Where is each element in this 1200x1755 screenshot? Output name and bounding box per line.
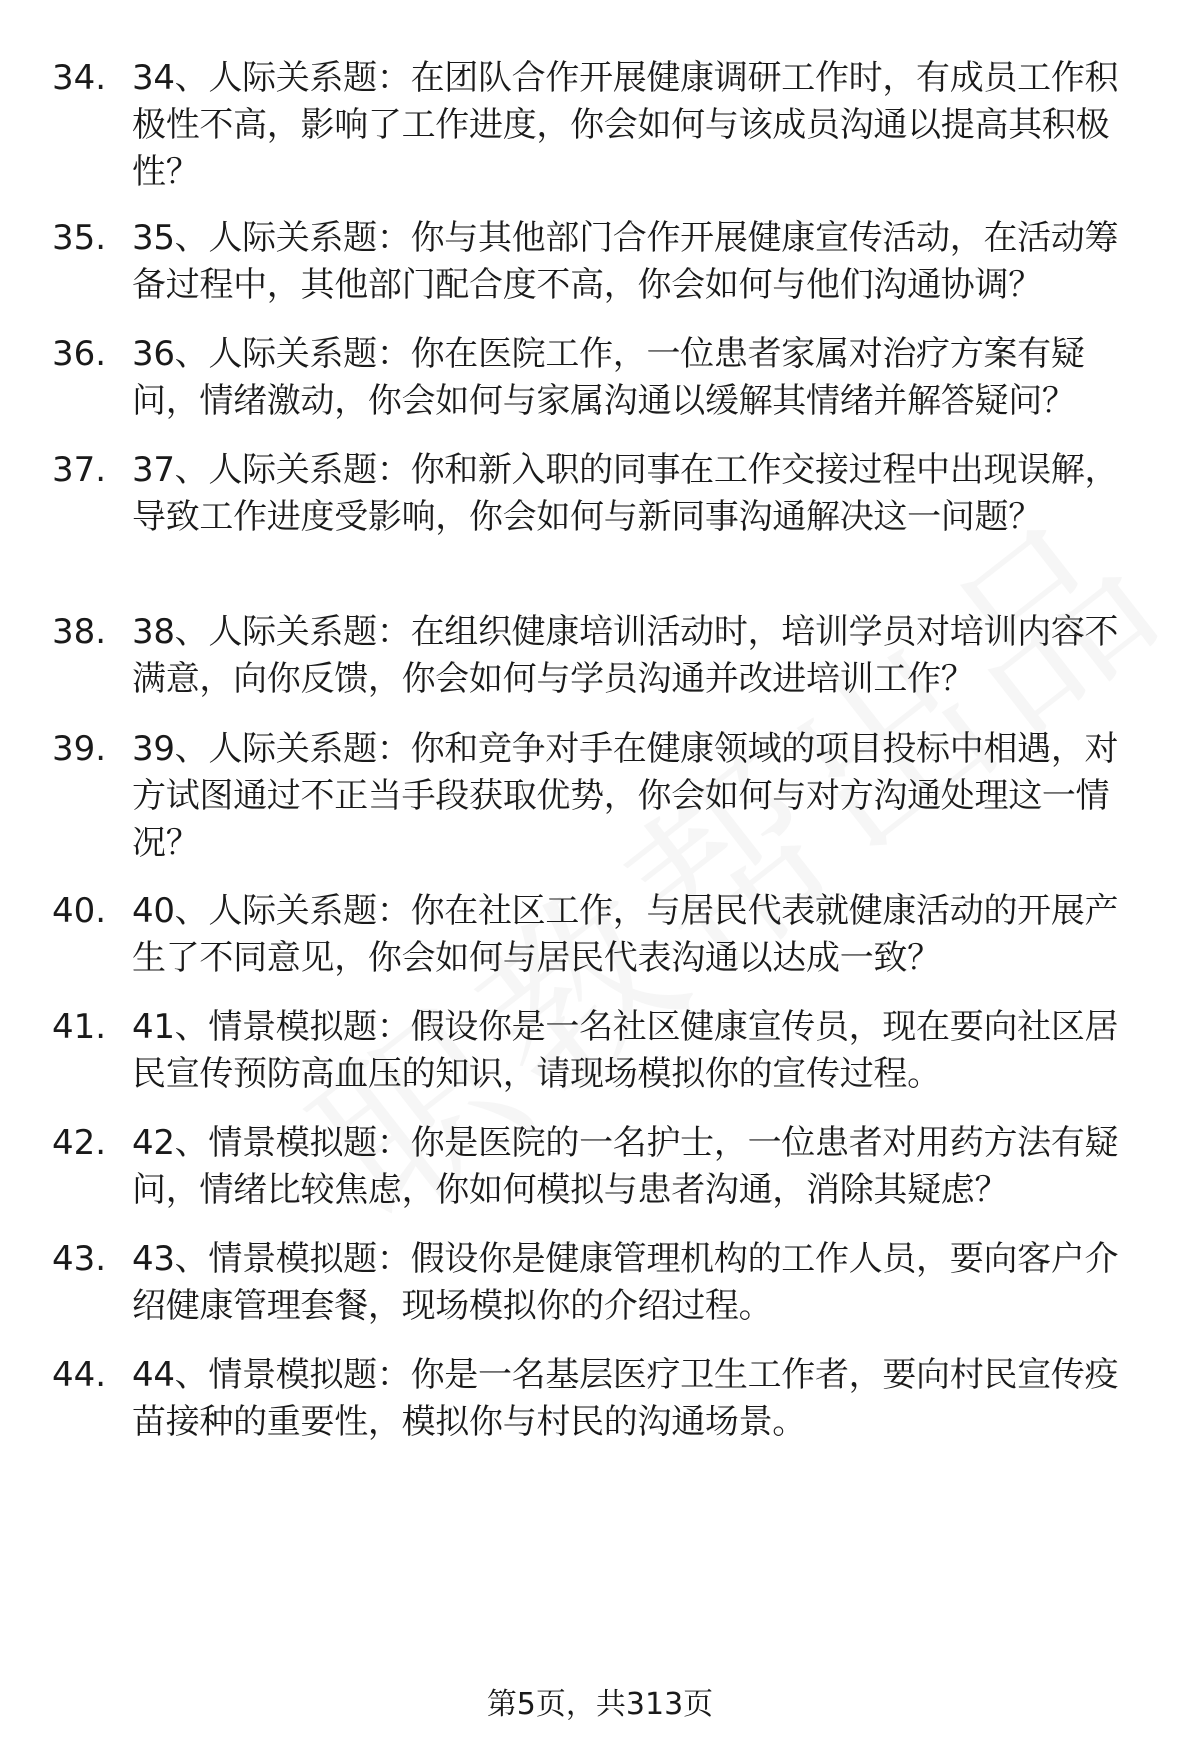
item-number: 34. <box>52 58 107 98</box>
item-number: 44. <box>52 1355 107 1395</box>
item-number: 41. <box>52 1007 107 1047</box>
item-text: 36、人际关系题：你在医院工作，一位患者家属对治疗方案有疑问，情绪激动，你会如何与家属沟通以缓解其情绪并解答疑问？ <box>132 334 1085 421</box>
item-text: 40、人际关系题：你在社区工作，与居民代表就健康活动的开展产生了不同意见，你会如何与居民代表沟通以达成一致？ <box>132 891 1119 978</box>
item-number: 43. <box>52 1239 107 1279</box>
item-text: 42、情景模拟题：你是医院的一名护士，一位患者对用药方法有疑问，情绪比较焦虑，你如何模拟与患者沟通，消除其疑虑？ <box>132 1123 1119 1210</box>
item-text: 34、人际关系题：在团队合作开展健康调研工作时，有成员工作积极性不高，影响了工作进度，你会如何与该成员沟通以提高其积极性？ <box>132 58 1119 192</box>
item-text: 39、人际关系题：你和竞争对手在健康领域的项目投标中相遇，对方试图通过不正当手段获取优势，你会如何与对方沟通处理这一情况？ <box>132 729 1119 863</box>
page-footer: 第5页，共313页 <box>486 1687 714 1722</box>
item-text: 43、情景模拟题：假设你是健康管理机构的工作人员，要向客户介绍健康管理套餐，现场模拟你的介绍过程。 <box>132 1239 1119 1326</box>
item-number: 42. <box>52 1123 107 1163</box>
item-number: 37. <box>52 450 107 490</box>
item-number: 39. <box>52 729 107 769</box>
item-number: 36. <box>52 334 107 374</box>
item-text: 44、情景模拟题：你是一名基层医疗卫生工作者，要向村民宣传疫苗接种的重要性，模拟你与村民的沟通场景。 <box>132 1355 1119 1442</box>
item-number: 40. <box>52 891 107 931</box>
item-text: 38、人际关系题：在组织健康培训活动时，培训学员对培训内容不满意，向你反馈，你会如何与学员沟通并改进培训工作？ <box>132 612 1119 699</box>
item-number: 35. <box>52 218 107 258</box>
item-text: 35、人际关系题：你与其他部门合作开展健康宣传活动，在活动筹备过程中，其他部门配合度不高，你会如何与他们沟通协调？ <box>132 218 1119 305</box>
item-text: 41、情景模拟题：假设你是一名社区健康宣传员，现在要向社区居民宣传预防高血压的知识，请现场模拟你的宣传过程。 <box>132 1007 1119 1094</box>
item-number: 38. <box>52 612 107 652</box>
item-text: 37、人际关系题：你和新入职的同事在工作交接过程中出现误解，导致工作进度受影响，你会如何与新同事沟通解决这一问题？ <box>132 450 1119 537</box>
